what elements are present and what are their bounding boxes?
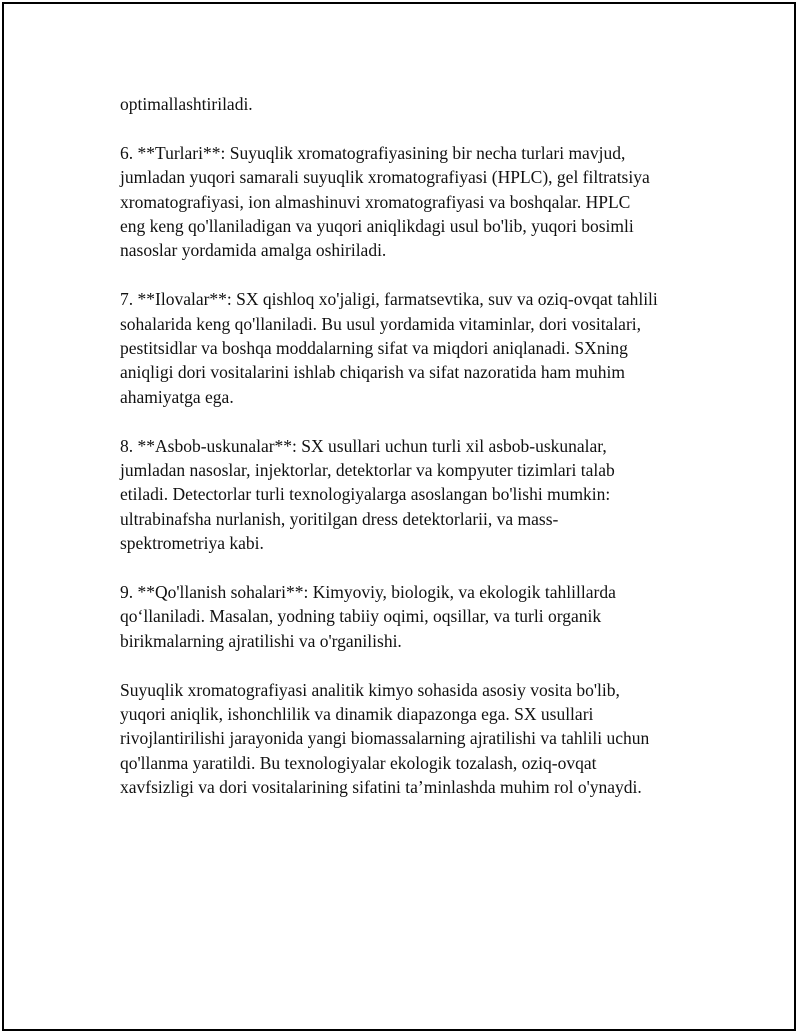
text-line: xavfsizligi va dori vositalarining sifatini ta’minlashda muhim rol o'ynaydi.: [120, 777, 642, 798]
text-line: 7. **Ilovalar**: SX qishloq xo'jaligi, farmatsevtika, suv va oziq-ovqat tahlili: [120, 289, 658, 310]
text-line: jumladan nasoslar, injektorlar, detektorlar va kompyuter tizimlari talab: [120, 460, 615, 481]
text-line: pestitsidlar va boshqa moddalarning sifat va miqdori aniqlanadi. SXning: [120, 338, 628, 359]
paragraph-asbob-uskunalar: [120, 434, 700, 556]
paragraph-turlari: [120, 141, 700, 263]
text-line: optimallashtiriladi.: [120, 94, 253, 114]
text-line: rivojlantirilishi jarayonida yangi biomassalarning ajratilishi va tahlili uchun: [120, 728, 650, 749]
text-line: qo'llanma yaratildi. Bu texnologiyalar ekologik tozalash, oziq-ovqat: [120, 752, 597, 773]
paragraph-conclusion: [120, 678, 700, 800]
text-line: jumladan yuqori samarali suyuqlik xromatografiyasi (HPLC), gel filtratsiya: [120, 167, 650, 188]
text-line: spektrometriya kabi.: [120, 533, 264, 554]
text-line: nasoslar yordamida amalga oshiriladi.: [120, 240, 387, 261]
document-body: [120, 92, 700, 824]
text-line: qo‘llaniladi. Masalan, yodning tabiiy oqimi, oqsillar, va turli organik: [120, 606, 602, 627]
paragraph-ilovalar: [120, 287, 700, 409]
text-line: aniqligi dori vositalarini ishlab chiqarish va sifat nazoratida ham muhim: [120, 362, 625, 383]
text-line: eng keng qo'llaniladigan va yuqori aniqlikdagi usul bo'lib, yuqori bosimli: [120, 216, 634, 237]
text-line: sohalarida keng qo'llaniladi. Bu usul yordamida vitaminlar, dori vositalari,: [120, 313, 642, 334]
text-line: yuqori aniqlik, ishonchlilik va dinamik diapazonga ega. SX usullari: [120, 704, 594, 725]
text-line: birikmalarning ajratilishi va o'rganilishi.: [120, 630, 402, 651]
text-line: 8. **Asbob-uskunalar**: SX usullari uchun turli xil asbob-uskunalar,: [120, 435, 607, 456]
text-line: ultrabinafsha nurlanish, yoritilgan dress detektorlarii, va mass-: [120, 508, 559, 529]
document-page: [2, 2, 796, 1031]
paragraph-continuation: [120, 92, 700, 116]
text-line: 9. **Qo'llanish sohalari**: Kimyoviy, biologik, va ekologik tahlillarda: [120, 582, 616, 603]
text-line: xromatografiyasi, ion almashinuvi xromatografiyasi va boshqalar. HPLC: [120, 191, 631, 212]
text-line: etiladi. Detectorlar turli texnologiyalarga asoslangan bo'lishi mumkin:: [120, 484, 611, 505]
paragraph-qollanish-sohalari: [120, 580, 700, 653]
text-line: Suyuqlik xromatografiyasi analitik kimyo sohasida asosiy vosita bo'lib,: [120, 679, 620, 700]
text-line: 6. **Turlari**: Suyuqlik xromatografiyasining bir necha turlari mavjud,: [120, 142, 626, 163]
text-line: ahamiyatga ega.: [120, 386, 234, 407]
